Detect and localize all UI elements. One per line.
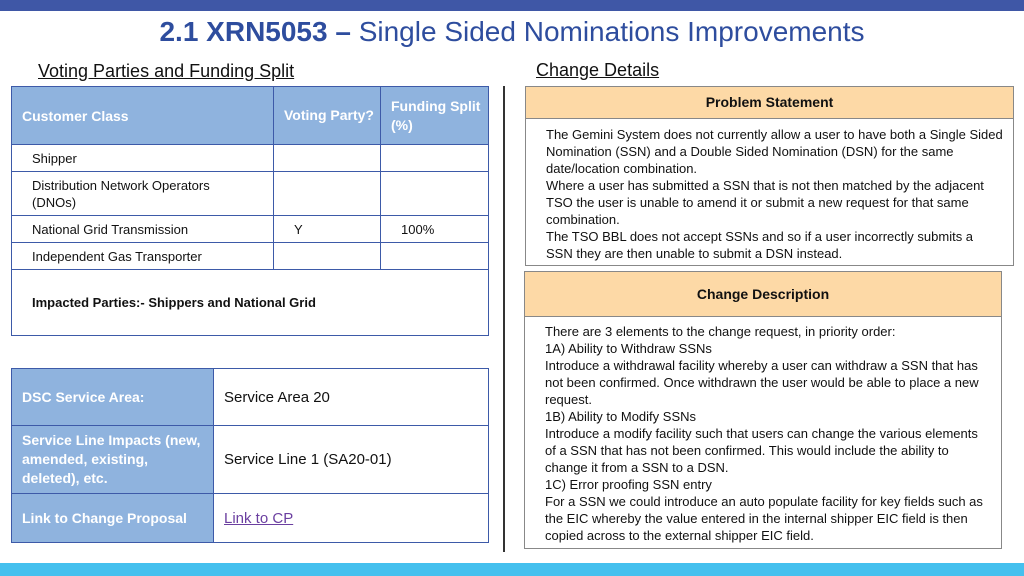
voting-party-cell: [274, 243, 381, 270]
change-description-box: [524, 271, 1002, 549]
problem-line: Where a user has submitted a SSN that is not then matched by the adjacent TSO the user is unable to amend it or submit a new request for that same combination.: [546, 178, 984, 227]
change-proposal-label: Link to Change Proposal: [12, 494, 214, 543]
impacted-parties-row: [12, 270, 489, 336]
change-proposal-row: [12, 494, 489, 543]
problem-statement-title: Problem Statement: [526, 87, 1013, 119]
change-line: 1C) Error proofing SSN entry: [545, 477, 712, 492]
voting-party-cell: [274, 172, 381, 216]
funding-split-cell: [381, 172, 489, 216]
change-line: Introduce a modify facility such that users can change the various elements of a SSN that has not been confirmed. This would include the ability to change it from a SSN to a DSN.: [545, 426, 978, 475]
table-row: [12, 145, 489, 172]
col-header-customer-class: Customer Class: [12, 87, 274, 145]
problem-line: The TSO BBL does not accept SSNs and so if a user incorrectly submits a SSN they are then unable to submit a DSN instead.: [546, 229, 974, 261]
change-description-body: [525, 317, 1001, 544]
voting-party-cell: Y: [274, 216, 381, 243]
voting-heading: Voting Parties and Funding Split: [38, 61, 295, 81]
customer-class-cell: Distribution Network Operators (DNOs): [12, 172, 274, 216]
vertical-divider: [503, 86, 505, 552]
funding-split-cell: 100%: [381, 216, 489, 243]
problem-line: The Gemini System does not currently allow a user to have both a Single Sided Nomination (SSN) and a Double Sided Nomination (DSN) for the same date/location combination.: [546, 127, 1003, 176]
service-line-label: Service Line Impacts (new, amended, existing, deleted), etc.: [12, 426, 214, 494]
service-line-row: [12, 426, 489, 494]
change-line: There are 3 elements to the change request, in priority order:: [545, 324, 896, 339]
customer-class-cell: Independent Gas Transporter: [12, 243, 274, 270]
service-area-row: [12, 369, 489, 426]
table-row: [12, 172, 489, 216]
change-line: For a SSN we could introduce an auto populate facility for key fields such as the EIC whereby the value entered in the internal shipper EIC field is then copied across to the external shipper EIC field.: [545, 494, 983, 543]
problem-statement-body: [526, 119, 1013, 262]
link-to-cp[interactable]: Link to CP: [224, 509, 294, 527]
problem-statement-box: [525, 86, 1014, 266]
service-area-value: Service Area 20: [214, 369, 489, 426]
funding-split-cell: [381, 145, 489, 172]
table-row: [12, 243, 489, 270]
table-row: [12, 216, 489, 243]
voting-party-cell: [274, 145, 381, 172]
top-accent-bar: [0, 0, 1024, 11]
funding-split-cell: [381, 243, 489, 270]
col-header-funding-split: Funding Split (%): [381, 87, 489, 145]
col-header-voting-party: Voting Party?: [274, 87, 381, 145]
impacted-parties: Impacted Parties:- Shippers and National Grid: [12, 270, 489, 336]
customer-class-cell: National Grid Transmission: [12, 216, 274, 243]
service-table: [11, 368, 489, 543]
change-description-title: Change Description: [525, 272, 1001, 317]
change-details-heading: Change Details: [536, 60, 660, 80]
change-line: 1A) Ability to Withdraw SSNs: [545, 341, 712, 356]
page-title: [0, 16, 1024, 48]
service-line-value: Service Line 1 (SA20-01): [214, 426, 489, 494]
voting-header-row: [12, 87, 489, 145]
customer-class-cell: Shipper: [12, 145, 274, 172]
page-title-rest: Single Sided Nominations Improvements: [350, 16, 865, 47]
bottom-accent-bar: [0, 563, 1024, 576]
page-title-bold: 2.1 XRN5053 –: [159, 16, 351, 47]
change-proposal-cell: [214, 494, 489, 543]
change-line: Introduce a withdrawal facility whereby a user can withdraw a SSN that has not been confirmed. Once withdrawn the user would be able to place a new request.: [545, 358, 979, 407]
voting-table: [11, 86, 489, 336]
service-area-label: DSC Service Area:: [12, 369, 214, 426]
change-line: 1B) Ability to Modify SSNs: [545, 409, 696, 424]
